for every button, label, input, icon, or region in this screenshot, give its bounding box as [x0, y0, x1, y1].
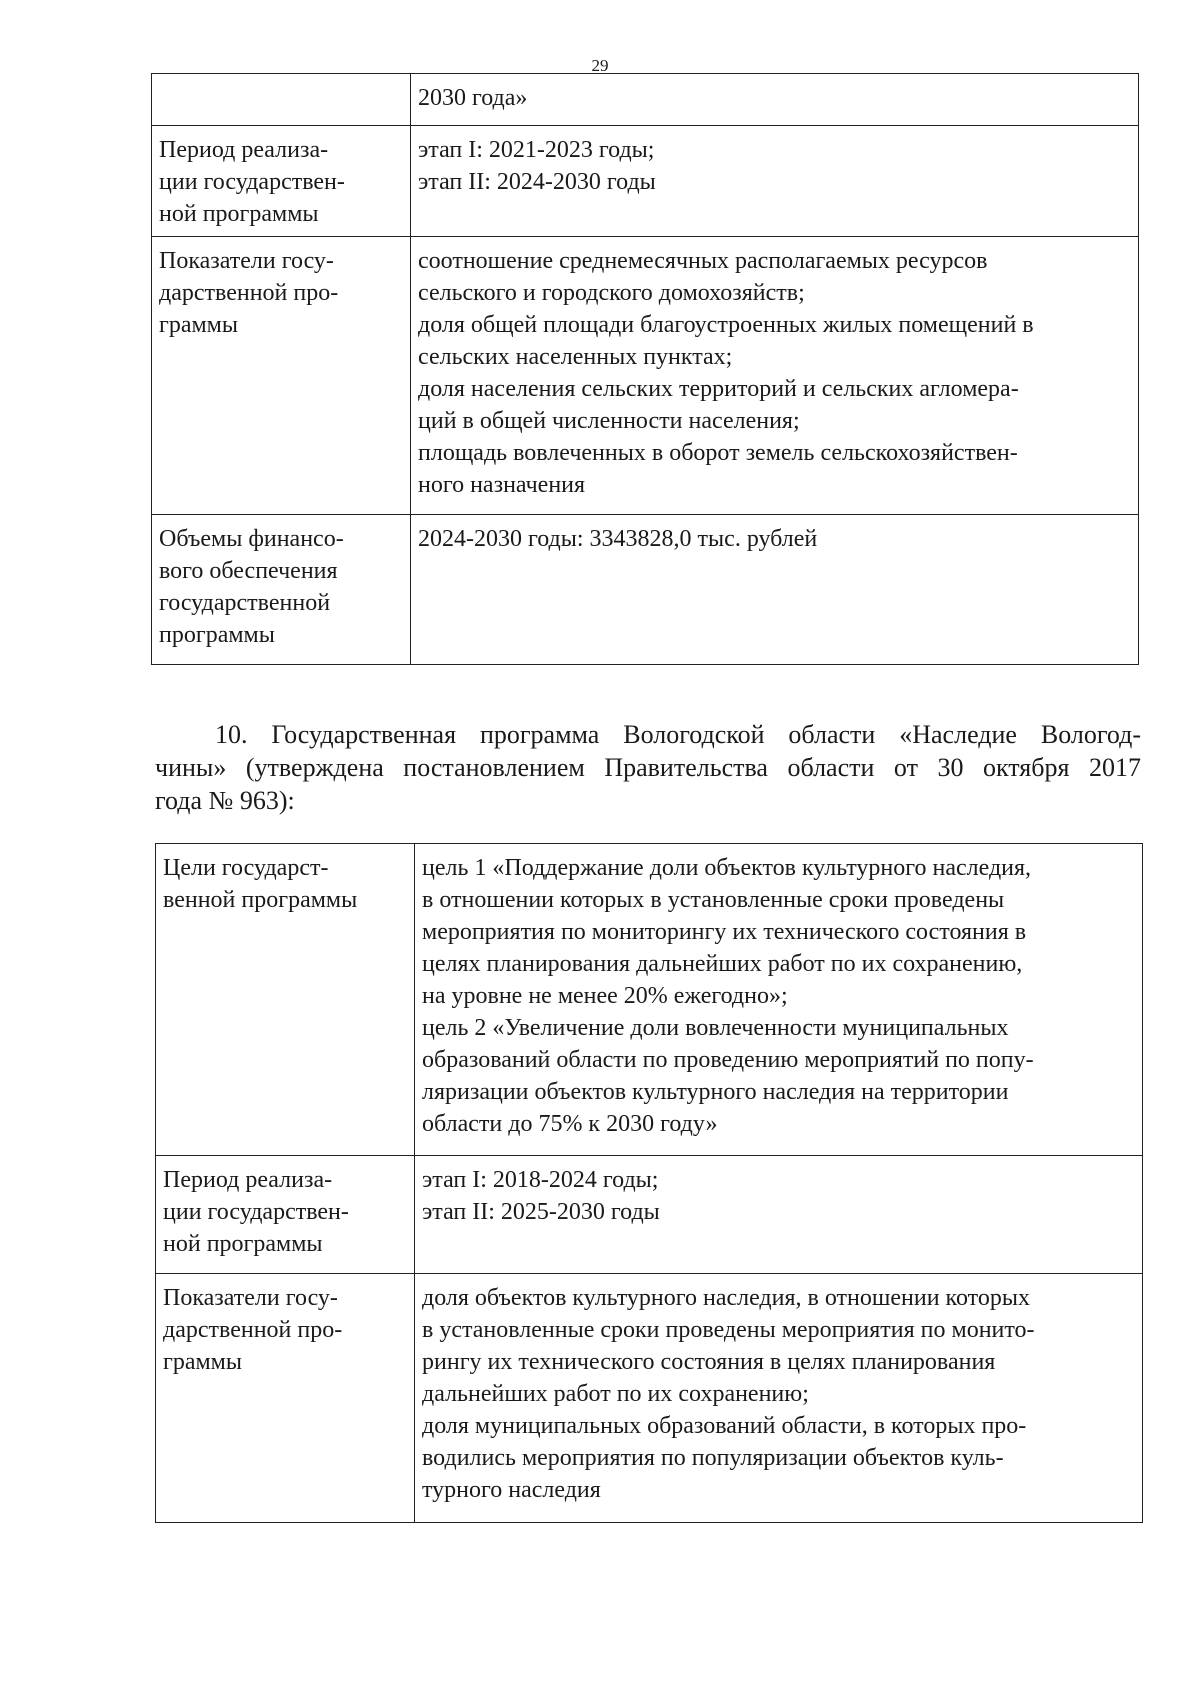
- row-label: [156, 844, 415, 1156]
- row-label: [152, 126, 411, 237]
- content-line: соотношение среднемесячных располагаемых ресурсов: [418, 248, 988, 274]
- label-line: вого обеспечения: [159, 558, 338, 584]
- content-line: образований области по проведению мероприятий по попу-: [422, 1047, 1034, 1073]
- content-line: в установленные сроки проведены мероприятия по монито-: [422, 1317, 1035, 1343]
- content-line: цель 2 «Увеличение доли вовлеченности муниципальных: [422, 1015, 1009, 1041]
- table-row: [152, 237, 1139, 515]
- table-row: [156, 1156, 1143, 1274]
- content-line: площадь вовлеченных в оборот земель сельскохозяйствен-: [418, 440, 1018, 466]
- content-line: области до 75% к 2030 году»: [422, 1111, 718, 1137]
- row-label: [156, 1156, 415, 1274]
- content-line: доля объектов культурного наследия, в отношении которых: [422, 1285, 1030, 1311]
- row-content: [415, 844, 1143, 1156]
- content-line: цель 1 «Поддержание доли объектов культурного наследия,: [422, 855, 1032, 881]
- label-line: ции государствен-: [163, 1199, 349, 1225]
- row-content: [411, 237, 1139, 515]
- content-line: дальнейших работ по их сохранению;: [422, 1381, 809, 1407]
- row-label: [152, 74, 411, 126]
- table-row: [156, 844, 1143, 1156]
- table-row: [152, 74, 1139, 126]
- row-content: [411, 515, 1139, 665]
- content-line: турного наследия: [422, 1477, 601, 1503]
- paragraph-line: чины» (утверждена постановлением Правительства области от 30 октября 2017: [155, 753, 1141, 782]
- label-line: Период реализа-: [159, 137, 329, 163]
- section-paragraph: [155, 718, 1141, 817]
- content-line: мероприятия по мониторингу их технического состояния в: [422, 919, 1027, 945]
- content-line: водились мероприятия по популяризации объектов куль-: [422, 1445, 1004, 1471]
- label-line: дарственной про-: [163, 1317, 343, 1343]
- content-line: этап I: 2018-2024 годы;: [422, 1167, 659, 1193]
- content-line: ций в общей численности населения;: [418, 408, 800, 434]
- label-line: венной программы: [163, 887, 358, 913]
- label-line: граммы: [159, 312, 238, 338]
- content-line: 2024-2030 годы: 3343828,0 тыс. рублей: [418, 526, 818, 552]
- row-content: [415, 1274, 1143, 1523]
- row-label: [152, 237, 411, 515]
- content-line: сельского и городского домохозяйств;: [418, 280, 805, 306]
- label-line: программы: [159, 622, 275, 648]
- page-number: 29: [591, 56, 609, 75]
- content-line: этап II: 2025-2030 годы: [422, 1199, 660, 1225]
- content-line: этап II: 2024-2030 годы: [418, 169, 656, 195]
- content-line: ляризации объектов культурного наследия на территории: [422, 1079, 1009, 1105]
- row-label: [152, 515, 411, 665]
- content-line: доля общей площади благоустроенных жилых помещений в: [418, 312, 1034, 338]
- label-line: Цели государст-: [163, 855, 329, 881]
- label-line: Объемы финансо-: [159, 526, 344, 552]
- row-content: [411, 74, 1139, 126]
- program-passport-table-1: [151, 73, 1139, 665]
- table-row: [156, 1274, 1143, 1523]
- row-label: [156, 1274, 415, 1523]
- label-line: ной программы: [159, 201, 319, 227]
- table-row: [152, 126, 1139, 237]
- content-line: доля населения сельских территорий и сельских агломера-: [418, 376, 1019, 402]
- paragraph-line: года № 963):: [155, 786, 295, 815]
- label-line: Показатели госу-: [159, 248, 334, 274]
- label-line: Период реализа-: [163, 1167, 333, 1193]
- content-line: целях планирования дальнейших работ по их сохранению,: [422, 951, 1023, 977]
- label-line: ной программы: [163, 1231, 323, 1257]
- label-line: дарственной про-: [159, 280, 339, 306]
- content-line: сельских населенных пунктах;: [418, 344, 733, 370]
- program-passport-table-2: [155, 843, 1143, 1523]
- paragraph-line: 10. Государственная программа Вологодской области «Наследие Вологод-: [215, 720, 1141, 749]
- content-line: на уровне не менее 20% ежегодно»;: [422, 983, 788, 1009]
- label-line: ции государствен-: [159, 169, 345, 195]
- content-line: этап I: 2021-2023 годы;: [418, 137, 655, 163]
- content-line: рингу их технического состояния в целях планирования: [422, 1349, 996, 1375]
- row-content: [411, 126, 1139, 237]
- table-row: [152, 515, 1139, 665]
- label-line: государственной: [159, 590, 331, 616]
- label-line: граммы: [163, 1349, 242, 1375]
- label-line: Показатели госу-: [163, 1285, 338, 1311]
- content-line: 2030 года»: [418, 85, 528, 111]
- content-line: доля муниципальных образований области, в которых про-: [422, 1413, 1027, 1439]
- content-line: ного назначения: [418, 472, 586, 498]
- content-line: в отношении которых в установленные сроки проведены: [422, 887, 1005, 913]
- row-content: [415, 1156, 1143, 1274]
